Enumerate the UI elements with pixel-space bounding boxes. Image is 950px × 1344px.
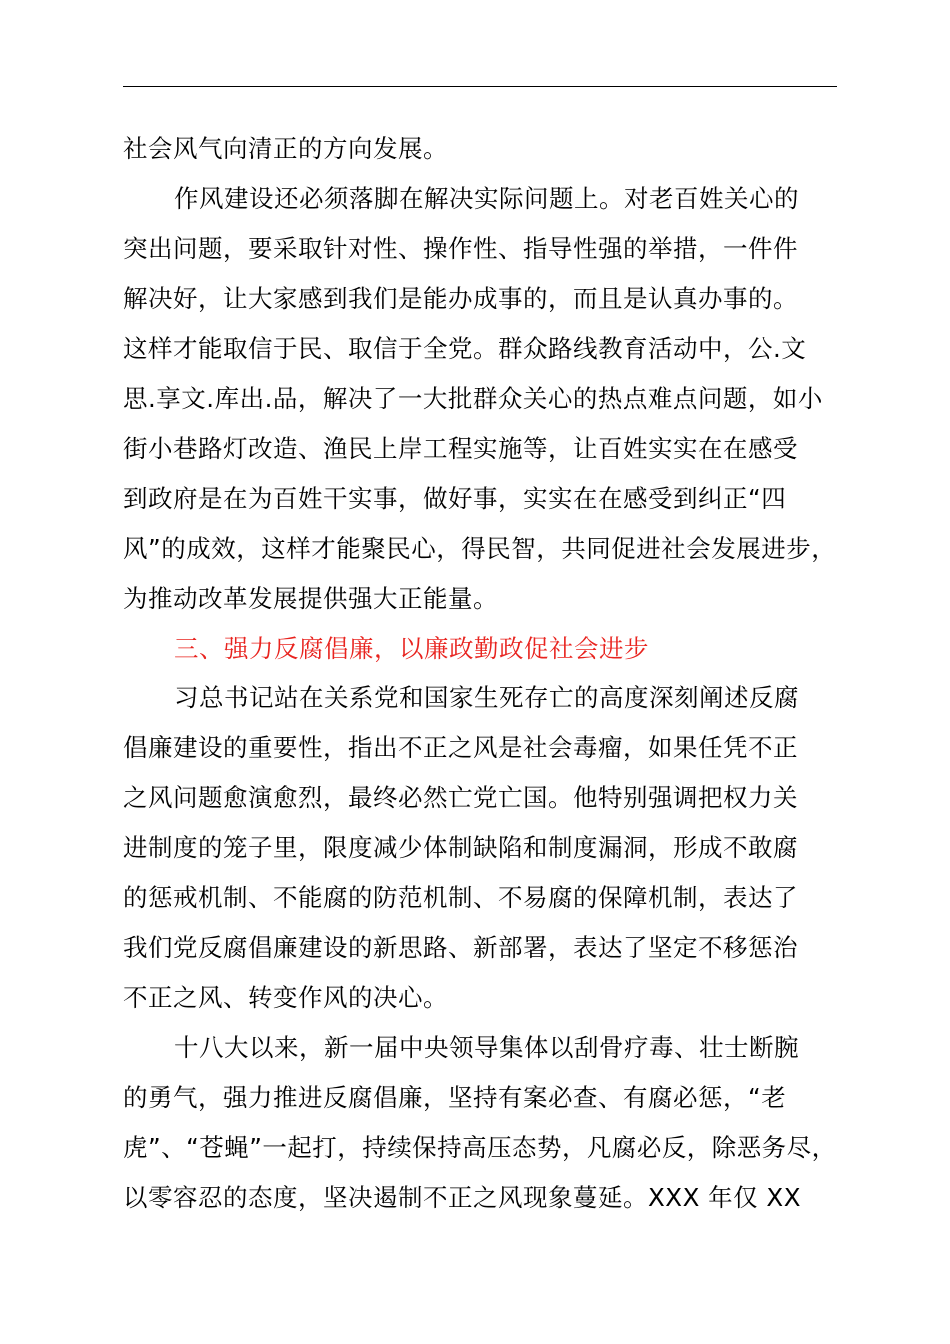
paragraph-first-line: 习总书记站在关系党和国家生死存亡的高度深刻阐述反腐 [174,683,799,712]
paragraph-first-line: 十八大以来，新一届中央领导集体以刮骨疗毒、壮士断腕 [174,1033,799,1062]
body-line: 解决好，让大家感到我们是能办成事的，而且是认真办事的。 [123,284,798,313]
body-line: 思.享文.库出.品，解决了一大批群众关心的热点难点问题，如小 [123,384,823,413]
body-line: 进制度的笼子里，限度减少体制缺陷和制度漏洞，形成不敢腐 [123,833,798,862]
body-line: 我们党反腐倡廉建设的新思路、新部署，表达了坚定不移惩治 [123,933,798,962]
body-line: 的勇气，强力推进反腐倡廉，坚持有案必查、有腐必惩，“老 [123,1083,787,1112]
body-line: 这样才能取信于民、取信于全党。群众路线教育活动中，公.文 [123,334,807,363]
body-line: 街小巷路灯改造、渔民上岸工程实施等，让百姓实实在在感受 [123,434,798,463]
body-line: 到政府是在为百姓干实事，做好事，实实在在感受到纠正“四 [123,484,787,513]
body-line: 以零容忍的态度，坚决遏制不正之风现象蔓延。XXX 年仅 XX [123,1183,801,1212]
body-line: 突出问题，要采取针对性、操作性、指导性强的举措，一件件 [123,234,798,263]
body-line: 不正之风、转变作风的决心。 [123,983,448,1012]
body-line: 社会风气向清正的方向发展。 [123,134,448,163]
body-line: 之风问题愈演愈烈，最终必然亡党亡国。他特别强调把权力关 [123,783,798,812]
body-line: 虎”、“苍蝇”一起打，持续保持高压态势，凡腐必反，除恶务尽， [123,1133,837,1162]
body-line: 风”的成效，这样才能聚民心，得民智，共同促进社会发展进步， [123,534,837,563]
body-line: 的惩戒机制、不能腐的防范机制、不易腐的保障机制，表达了 [123,883,798,912]
body-line: 为推动改革发展提供强大正能量。 [123,584,498,613]
paragraph-first-line: 作风建设还必须落脚在解决实际问题上。对老百姓关心的 [174,184,799,213]
header-rule [123,86,837,87]
section-heading: 三、强力反腐倡廉，以廉政勤政促社会进步 [174,634,649,663]
body-line: 倡廉建设的重要性，指出不正之风是社会毒瘤，如果任凭不正 [123,733,798,762]
